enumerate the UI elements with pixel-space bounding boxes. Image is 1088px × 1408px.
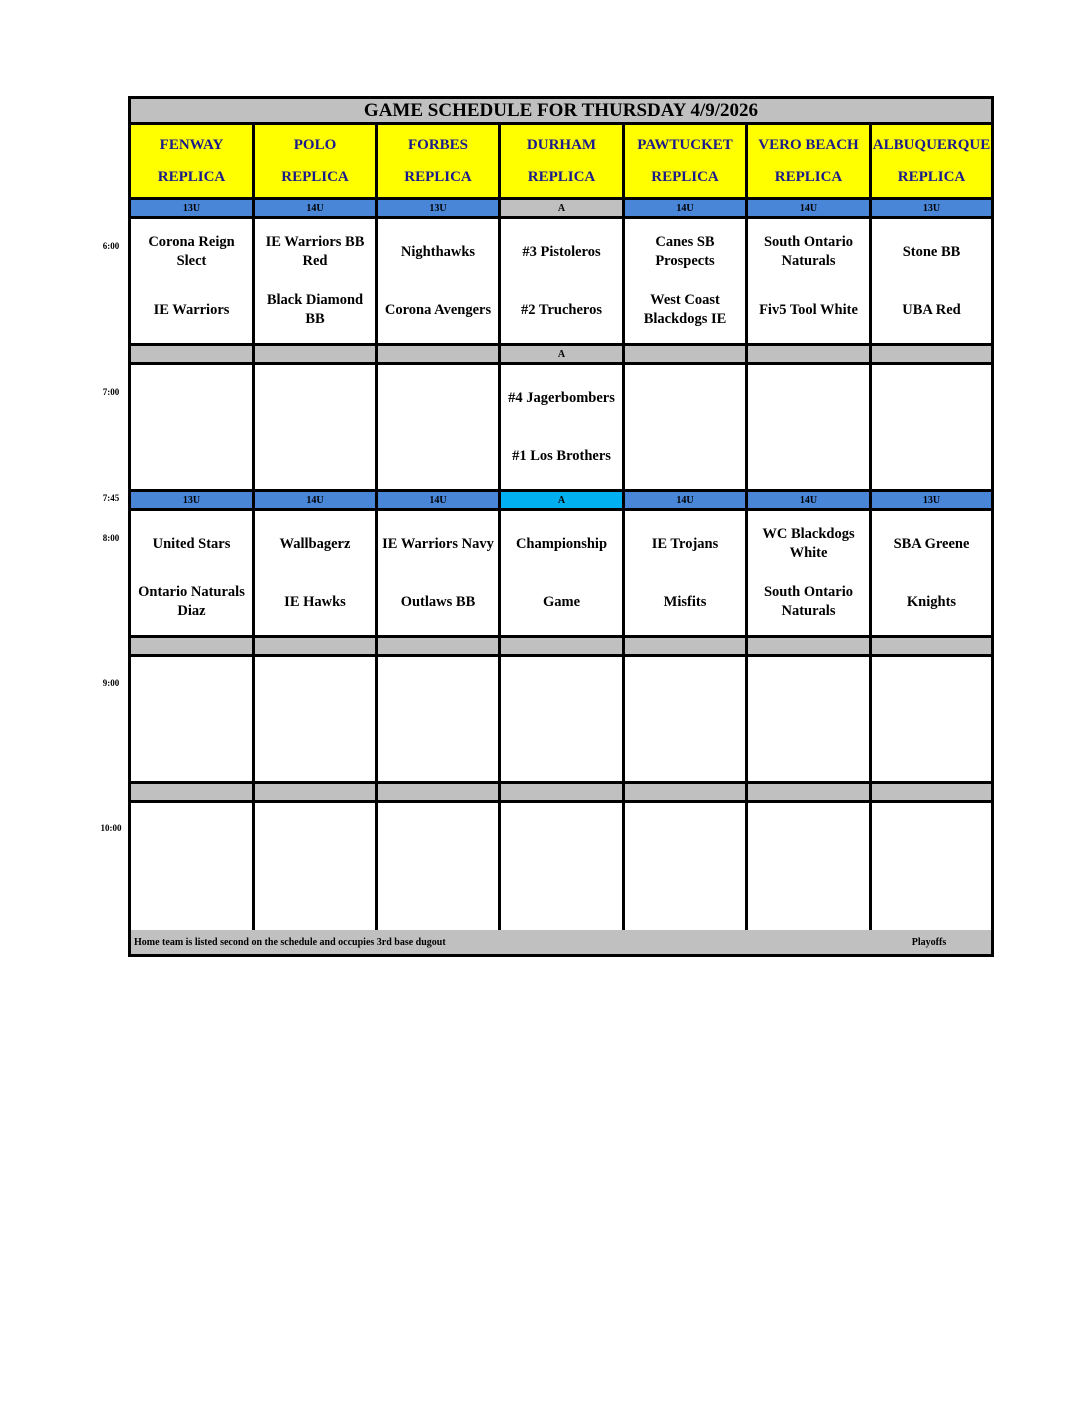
game-cell <box>625 365 748 489</box>
schedule-title: GAME SCHEDULE FOR THURSDAY 4/9/2026 <box>131 99 991 125</box>
game-cell <box>378 365 501 489</box>
field-header-row <box>131 125 991 200</box>
division-label <box>872 784 991 800</box>
division-label <box>625 346 748 362</box>
division-label: A <box>501 200 625 216</box>
division-label: 14U <box>625 200 748 216</box>
field-name: FENWAY <box>159 136 224 153</box>
field-sub: REPLICA <box>774 168 843 185</box>
game-cell <box>255 365 378 489</box>
game-cell <box>255 219 378 343</box>
division-row <box>131 492 991 511</box>
field-header-fenway <box>131 125 255 197</box>
away-team: Stone BB <box>902 243 961 260</box>
game-cell <box>748 803 872 930</box>
game-cell <box>748 365 872 489</box>
time-label: 6:00 <box>102 241 120 251</box>
division-label <box>625 784 748 800</box>
home-team: UBA Red <box>902 301 961 318</box>
game-cell <box>748 219 872 343</box>
game-cell <box>872 219 991 343</box>
division-label: 13U <box>131 492 255 508</box>
away-team: Wallbagerz <box>279 535 351 552</box>
division-label: 13U <box>131 200 255 216</box>
game-cell <box>501 511 625 635</box>
game-cell <box>131 365 255 489</box>
away-team: United Stars <box>152 535 231 552</box>
division-row <box>131 784 991 803</box>
time-label: 10:00 <box>100 823 122 833</box>
game-cell <box>625 657 748 781</box>
game-row <box>131 365 991 492</box>
game-cell <box>131 803 255 930</box>
division-label <box>748 346 872 362</box>
home-team: Misfits <box>663 593 707 610</box>
game-cell <box>131 657 255 781</box>
away-team: Canes SB Prospects <box>655 234 715 269</box>
division-label: 14U <box>255 200 378 216</box>
schedule-table <box>128 96 994 957</box>
game-row <box>131 511 991 638</box>
field-header-pawtucket <box>625 125 748 197</box>
division-label <box>378 784 501 800</box>
game-cell <box>501 803 625 930</box>
division-label: 14U <box>378 492 501 508</box>
home-team: Outlaws BB <box>400 593 476 610</box>
field-name: ALBUQUERQUE <box>872 136 991 153</box>
home-team: Knights <box>906 593 957 610</box>
division-label <box>255 784 378 800</box>
home-team: Ontario Naturals Diaz <box>138 584 245 619</box>
away-team: #4 Jagerbombers <box>508 389 615 406</box>
game-cell <box>501 657 625 781</box>
away-team: IE Trojans <box>651 535 719 552</box>
home-team: Corona Avengers <box>384 301 492 318</box>
division-label: 14U <box>748 492 872 508</box>
away-team: Championship <box>515 535 608 552</box>
field-sub: REPLICA <box>651 168 719 185</box>
game-row <box>131 803 991 930</box>
game-cell <box>255 803 378 930</box>
home-team: #2 Trucheros <box>521 301 602 318</box>
division-row <box>131 200 991 219</box>
field-name: PAWTUCKET <box>637 136 733 153</box>
division-label: 13U <box>872 492 991 508</box>
division-label <box>255 346 378 362</box>
field-sub: REPLICA <box>281 168 349 185</box>
time-label: 7:00 <box>102 387 120 397</box>
field-header-vero-beach <box>748 125 872 197</box>
time-label: 9:00 <box>102 678 120 688</box>
game-cell <box>501 365 625 489</box>
game-cell <box>748 657 872 781</box>
game-cell <box>131 511 255 635</box>
home-team: #1 Los Brothers <box>512 447 611 464</box>
division-label: 13U <box>872 200 991 216</box>
game-cell <box>255 511 378 635</box>
division-label: A <box>501 492 625 508</box>
game-cell <box>625 803 748 930</box>
time-blocks <box>131 200 991 930</box>
field-header-forbes <box>378 125 501 197</box>
home-team: South Ontario Naturals <box>763 584 854 619</box>
division-row <box>131 638 991 657</box>
field-name: POLO <box>293 136 337 153</box>
division-label <box>501 638 625 654</box>
home-team: IE Warriors <box>153 301 230 318</box>
division-label <box>872 638 991 654</box>
division-label: 14U <box>748 200 872 216</box>
game-row <box>131 219 991 346</box>
game-cell <box>131 219 255 343</box>
division-label: 14U <box>255 492 378 508</box>
game-cell <box>872 511 991 635</box>
game-cell <box>378 511 501 635</box>
home-team: West Coast Blackdogs IE <box>643 292 727 327</box>
division-label <box>131 638 255 654</box>
footer-legend: Playoffs <box>911 936 947 948</box>
division-label <box>255 638 378 654</box>
home-team: Game <box>542 593 581 610</box>
away-team: SBA Greene <box>893 535 970 552</box>
division-time-label: 7:45 <box>102 493 120 503</box>
field-sub: REPLICA <box>404 168 472 185</box>
division-label <box>378 346 501 362</box>
game-cell <box>872 365 991 489</box>
field-header-albuquerque <box>872 125 991 197</box>
division-label <box>748 784 872 800</box>
field-name: DURHAM <box>526 136 597 153</box>
division-label <box>378 638 501 654</box>
game-cell <box>378 803 501 930</box>
field-sub: REPLICA <box>897 168 966 185</box>
away-team: Nighthawks <box>400 243 476 260</box>
division-label <box>748 638 872 654</box>
field-sub: REPLICA <box>527 168 596 185</box>
game-row <box>131 657 991 784</box>
division-label <box>131 346 255 362</box>
game-cell <box>872 803 991 930</box>
field-name: VERO BEACH <box>758 136 859 153</box>
game-cell <box>748 511 872 635</box>
game-cell <box>625 511 748 635</box>
division-label <box>872 346 991 362</box>
game-cell <box>625 219 748 343</box>
field-name: FORBES <box>407 136 468 153</box>
away-team: IE Warriors BB Red <box>265 234 365 269</box>
footer-row <box>131 930 991 954</box>
division-label <box>501 784 625 800</box>
division-label: 14U <box>625 492 748 508</box>
division-label <box>131 784 255 800</box>
away-team: IE Warriors Navy <box>382 535 494 552</box>
field-sub: REPLICA <box>157 168 226 185</box>
field-header-durham <box>501 125 625 197</box>
game-cell <box>872 657 991 781</box>
away-team: South Ontario Naturals <box>763 234 854 269</box>
game-cell <box>255 657 378 781</box>
time-label: 8:00 <box>102 533 120 543</box>
away-team: Corona Reign Slect <box>148 234 235 269</box>
home-team: Black Diamond BB <box>266 292 364 327</box>
division-label: A <box>501 346 625 362</box>
away-team: #3 Pistoleros <box>522 243 601 260</box>
footer-note: Home team is listed second on the schedule and occupies 3rd base dugout <box>134 936 446 948</box>
division-row <box>131 346 991 365</box>
game-cell <box>378 657 501 781</box>
home-team: Fiv5 Tool White <box>759 301 858 318</box>
field-header-polo <box>255 125 378 197</box>
division-label: 13U <box>378 200 501 216</box>
home-team: IE Hawks <box>284 593 346 610</box>
game-cell <box>378 219 501 343</box>
game-cell <box>501 219 625 343</box>
division-label <box>625 638 748 654</box>
away-team: WC Blackdogs White <box>762 526 855 561</box>
